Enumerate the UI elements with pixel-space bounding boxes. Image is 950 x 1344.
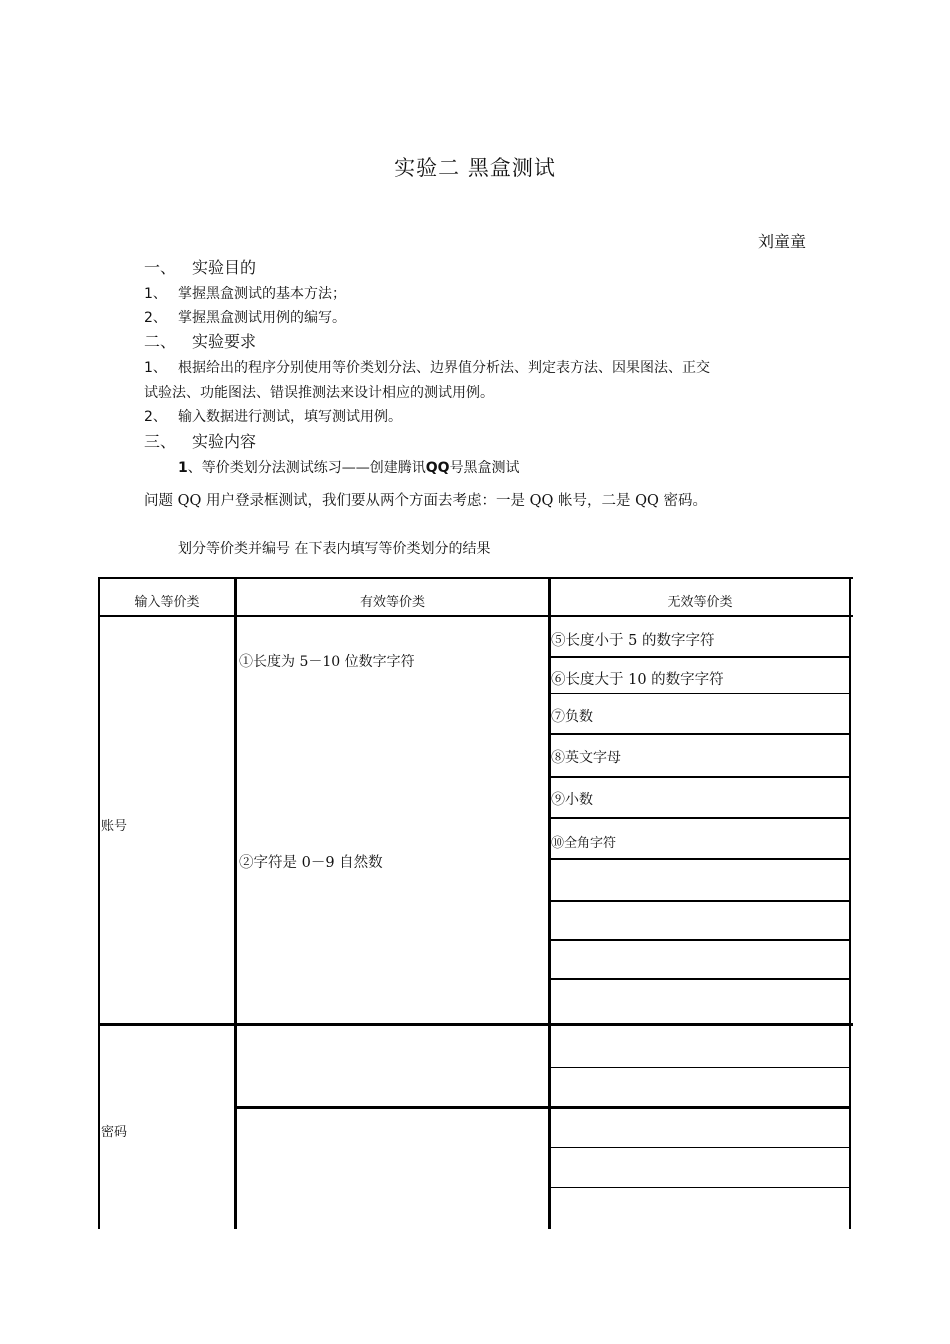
- section-1-title: 实验目的: [192, 258, 257, 277]
- header-bottom-line: [98, 615, 853, 617]
- invalid-row-line: [548, 939, 851, 941]
- section-1-item-1: [144, 283, 346, 303]
- invalid-class-9: ⑨小数: [551, 792, 593, 808]
- invalid-row-line: [548, 858, 851, 860]
- table-border-top: [98, 577, 853, 579]
- valid-class-1: ①长度为 5－10 位数字字符: [239, 654, 415, 670]
- invalid-row-line: [548, 817, 851, 819]
- section-2-number: 二、: [144, 332, 177, 351]
- invalid-row-line: [548, 656, 851, 658]
- item-number: 1、: [144, 360, 167, 376]
- invalid-row-line: [548, 1147, 851, 1148]
- item-text: 掌握黑盒测试的基本方法；: [178, 286, 346, 302]
- column-divider-1: [234, 577, 237, 1229]
- header-invalid-class: 无效等价类: [667, 595, 733, 610]
- qq-label: QQ: [425, 460, 450, 476]
- section-3-heading: [144, 429, 256, 452]
- invalid-row-line: [548, 1187, 851, 1188]
- item-text: 掌握黑盒测试用例的编写。: [178, 310, 346, 326]
- header-input-class: 输入等价类: [134, 595, 200, 610]
- section-2-item-1-cont: 试验法、功能图法、错误推测法来设计相应的测试用例。: [144, 385, 494, 401]
- section-1-heading: [144, 255, 256, 278]
- section-2-item-2: [144, 406, 402, 426]
- account-section-bottom-line: [98, 1023, 853, 1026]
- equivalence-class-table: [98, 577, 853, 1229]
- section-2-item-1: [144, 357, 710, 377]
- password-valid-divider: [234, 1106, 851, 1109]
- author-name: 刘童童: [757, 232, 806, 251]
- invalid-class-8: ⑧英文字母: [551, 750, 621, 766]
- item-number: 2、: [144, 310, 167, 326]
- section-2-title: 实验要求: [192, 332, 257, 351]
- problem-statement: 问题 QQ 用户登录框测试，我们要从两个方面去考虑：一是 QQ 帐号，二是 QQ 密码。: [144, 493, 707, 509]
- section-3-subheading: [178, 457, 520, 477]
- table-border-right: [849, 577, 851, 1229]
- table-instruction: 划分等价类并编号 在下表内填写等价类划分的结果: [178, 541, 491, 557]
- row-label-account: 账号: [101, 819, 128, 834]
- item-number: 1、: [144, 286, 167, 302]
- section-3-number: 三、: [144, 432, 177, 451]
- section-3-title: 实验内容: [192, 432, 257, 451]
- section-2-heading: [144, 329, 256, 352]
- item-text: 根据给出的程序分别使用等价类划分法、边界值分析法、判定表方法、因果图法、正交: [178, 360, 710, 376]
- document-title: 实验二 黑盒测试: [394, 156, 556, 180]
- invalid-row-line: [548, 978, 851, 980]
- table-border-left: [98, 577, 100, 1229]
- invalid-class-6: ⑥长度大于 10 的数字字符: [551, 672, 724, 688]
- invalid-class-7: ⑦负数: [551, 709, 593, 725]
- sub-text: 、等价类划分法测试练习——创建腾讯: [187, 460, 426, 476]
- invalid-row-line: [548, 693, 851, 694]
- invalid-row-line: [548, 776, 851, 778]
- invalid-row-line: [548, 900, 851, 902]
- sub-number: 1: [178, 460, 188, 476]
- section-1-item-2: [144, 307, 346, 327]
- invalid-row-line: [548, 1067, 851, 1068]
- invalid-class-10: ⑩全角字符: [551, 836, 617, 851]
- row-label-password: 密码: [101, 1125, 128, 1140]
- item-text: 输入数据进行测试，填写测试用例。: [178, 409, 402, 425]
- invalid-row-line: [548, 733, 851, 735]
- header-valid-class: 有效等价类: [359, 595, 425, 610]
- item-number: 2、: [144, 409, 167, 425]
- valid-class-2: ②字符是 0－9 自然数: [239, 855, 383, 871]
- sub-text-end: 号黑盒测试: [449, 460, 520, 476]
- invalid-class-5: ⑤长度小于 5 的数字字符: [551, 633, 715, 649]
- section-1-number: 一、: [144, 258, 177, 277]
